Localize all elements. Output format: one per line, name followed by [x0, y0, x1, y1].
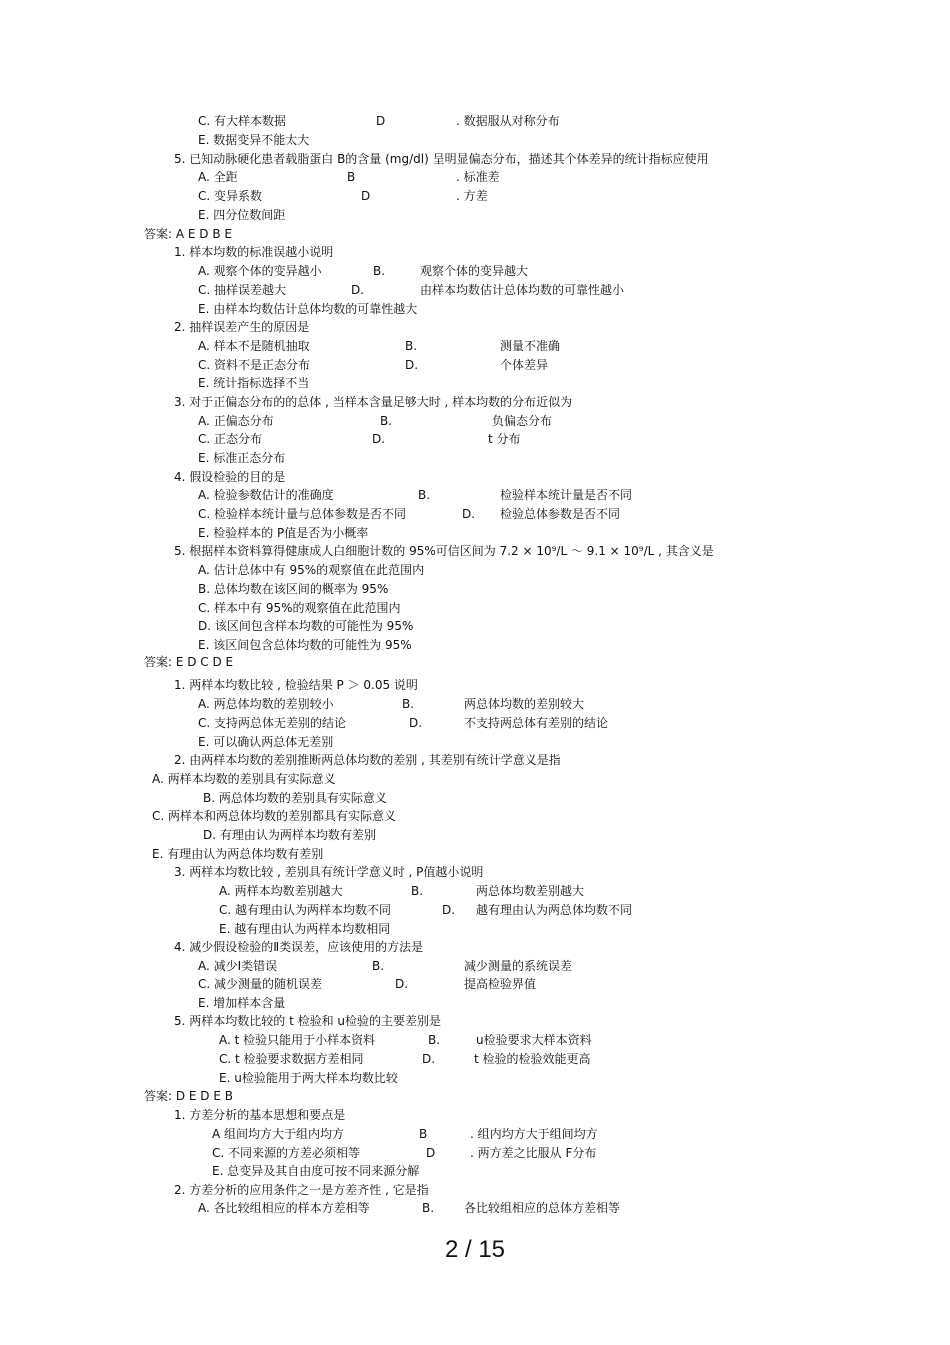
option-text: 负偏态分布: [492, 414, 553, 428]
question-text: 3. 对于正偏态分布的的总体 , 当样本含量足够大时 , 样本均数的分布近似为: [174, 395, 573, 409]
option-text: E. 数据变异不能太大: [198, 133, 310, 147]
option-text: E. 四分位数间距: [198, 208, 286, 222]
option-text: A. 两样本均数差别越大: [219, 884, 343, 898]
option-text: 观察个体的变异越大: [420, 264, 529, 278]
option-text: A 组间均方大于组内均方: [212, 1127, 345, 1141]
option-text: D: [426, 1146, 436, 1160]
option-text: B.: [418, 488, 431, 502]
option-text: . 标准差: [456, 170, 500, 184]
option-text: . 方差: [456, 189, 488, 203]
option-text: A. 减少Ⅰ类错误: [198, 959, 278, 973]
option-text: E. u检验能用于两大样本均数比较: [219, 1071, 398, 1085]
question-text: 5. 两样本均数比较的 t 检验和 u检验的主要差别是: [174, 1014, 442, 1028]
option-text: D: [361, 189, 371, 203]
question-text: 5. 根据样本资料算得健康成人白细胞计数的 95%可信区间为 7.2 × 10⁹/L ～ 9.1 × 10⁹/L , 其含义是: [174, 544, 714, 558]
question-text: 1. 样本均数的标准误越小说明: [174, 245, 334, 259]
option-text: 由样本均数估计总体均数的可靠性越小: [420, 283, 625, 297]
option-text: 越有理由认为两总体均数不同: [476, 903, 633, 917]
option-text: D.: [462, 507, 476, 521]
option-text: t 检验的检验效能更高: [474, 1052, 591, 1066]
option-text: B.: [372, 959, 385, 973]
option-text: E. 由样本均数估计总体均数的可靠性越大: [198, 302, 418, 316]
option-text: t 分布: [488, 432, 521, 446]
option-text: A. 观察个体的变异越小: [198, 264, 322, 278]
option-text: A. 估计总体中有 95%的观察值在此范围内: [198, 563, 425, 577]
option-text: C. 两样本和两总体均数的差别都具有实际意义: [152, 809, 397, 823]
option-text: A. 样本不是随机抽取: [198, 339, 310, 353]
option-text: A. 检验参数估计的准确度: [198, 488, 334, 502]
option-text: C. 越有理由认为两样本均数不同: [219, 903, 392, 917]
option-text: B: [419, 1127, 428, 1141]
answer-key: 答案: E D C D E: [144, 655, 234, 669]
option-text: A. 全距: [198, 170, 238, 184]
option-text: D.: [422, 1052, 436, 1066]
option-text: B: [347, 170, 356, 184]
option-text: B. 总体均数在该区间的概率为 95%: [198, 582, 389, 596]
option-text: D.: [409, 716, 423, 730]
option-text: B.: [373, 264, 386, 278]
question-text: 5. 已知动脉硬化患者载脂蛋白 B的含量 (mg/dl) 呈明显偏态分布，描述其个体差异的统计指标应使用: [174, 152, 709, 166]
option-text: 个体差异: [500, 358, 549, 372]
option-text: . 两方差之比服从 F分布: [470, 1146, 597, 1160]
option-text: E. 可以确认两总体无差别: [198, 735, 334, 749]
option-text: C. 资料不是正态分布: [198, 358, 311, 372]
question-text: 2. 方差分析的应用条件之一是方差齐性 , 它是指: [174, 1183, 429, 1197]
option-text: 减少测量的系统误差: [464, 959, 573, 973]
option-text: B.: [422, 1201, 435, 1215]
option-text: C. 检验样本统计量与总体参数是否不同: [198, 507, 407, 521]
option-text: 测量不准确: [500, 339, 561, 353]
page-number: 2 / 15: [444, 1236, 506, 1263]
option-text: E. 标准正态分布: [198, 451, 286, 465]
option-text: C. 抽样误差越大: [198, 283, 287, 297]
option-text: C. 变异系数: [198, 189, 263, 203]
option-text: C. 支持两总体无差别的结论: [198, 716, 347, 730]
option-text: C. 不同来源的方差必须相等: [212, 1146, 361, 1160]
option-text: D. 该区间包含样本均数的可能性为 95%: [198, 619, 414, 633]
option-text: D.: [372, 432, 386, 446]
option-text: 检验样本统计量是否不同: [500, 488, 633, 502]
question-text: 4. 减少假设检验的Ⅱ类误差，应该使用的方法是: [174, 940, 424, 954]
option-text: B.: [405, 339, 418, 353]
question-text: 2. 由两样本均数的差别推断两总体均数的差别 , 其差别有统计学意义是指: [174, 753, 561, 767]
option-text: 不支持两总体有差别的结论: [464, 716, 609, 730]
option-text: D.: [405, 358, 419, 372]
option-text: u检验要求大样本资料: [476, 1033, 592, 1047]
option-text: E. 统计指标选择不当: [198, 376, 310, 390]
option-text: B.: [411, 884, 424, 898]
answer-key: 答案: D E D E B: [144, 1089, 233, 1103]
option-text: E. 增加样本含量: [198, 996, 286, 1010]
option-text: . 数据服从对称分布: [456, 114, 560, 128]
option-text: B.: [402, 697, 415, 711]
option-text: A. 两样本均数的差别具有实际意义: [152, 772, 336, 786]
option-text: 两总体均数的差别较大: [464, 697, 585, 711]
option-text: 检验总体参数是否不同: [500, 507, 621, 521]
option-text: B. 两总体均数的差别具有实际意义: [203, 791, 387, 805]
option-text: . 组内均方大于组间均方: [470, 1127, 598, 1141]
option-text: 提高检验界值: [464, 977, 537, 991]
option-text: A. t 检验只能用于小样本资料: [219, 1033, 376, 1047]
option-text: D.: [395, 977, 409, 991]
option-text: 两总体均数差别越大: [476, 884, 585, 898]
option-text: 各比较组相应的总体方差相等: [464, 1201, 621, 1215]
option-text: A. 两总体均数的差别较小: [198, 697, 334, 711]
option-text: C. 有大样本数据: [198, 114, 287, 128]
question-text: 2. 抽样误差产生的原因是: [174, 320, 310, 334]
option-text: E. 检验样本的 P值是否为小概率: [198, 526, 369, 540]
option-text: C. 减少测量的随机误差: [198, 977, 323, 991]
option-text: E. 有理由认为两总体均数有差别: [152, 847, 324, 861]
question-text: 1. 两样本均数比较 , 检验结果 P ＞ 0.05 说明: [174, 678, 418, 692]
option-text: C. 正态分布: [198, 432, 263, 446]
option-text: E. 该区间包含总体均数的可能性为 95%: [198, 638, 412, 652]
option-text: E. 总变异及其自由度可按不同来源分解: [212, 1164, 420, 1178]
option-text: C. 样本中有 95%的观察值在此范围内: [198, 601, 401, 615]
option-text: D.: [442, 903, 456, 917]
option-text: E. 越有理由认为两样本均数相同: [219, 922, 391, 936]
option-text: C. t 检验要求数据方差相同: [219, 1052, 364, 1066]
option-text: A. 正偏态分布: [198, 414, 274, 428]
option-text: D: [376, 114, 386, 128]
option-text: D.: [351, 283, 365, 297]
option-text: A. 各比较组相应的样本方差相等: [198, 1201, 370, 1215]
option-text: B.: [428, 1033, 441, 1047]
option-text: D. 有理由认为两样本均数有差别: [203, 828, 376, 842]
question-text: 1. 方差分析的基本思想和要点是: [174, 1108, 346, 1122]
answer-key: 答案: A E D B E: [144, 227, 232, 241]
question-text: 4. 假设检验的目的是: [174, 470, 286, 484]
question-text: 3. 两样本均数比较 , 差别具有统计学意义时 , P值越小说明: [174, 865, 484, 879]
option-text: B.: [380, 414, 393, 428]
